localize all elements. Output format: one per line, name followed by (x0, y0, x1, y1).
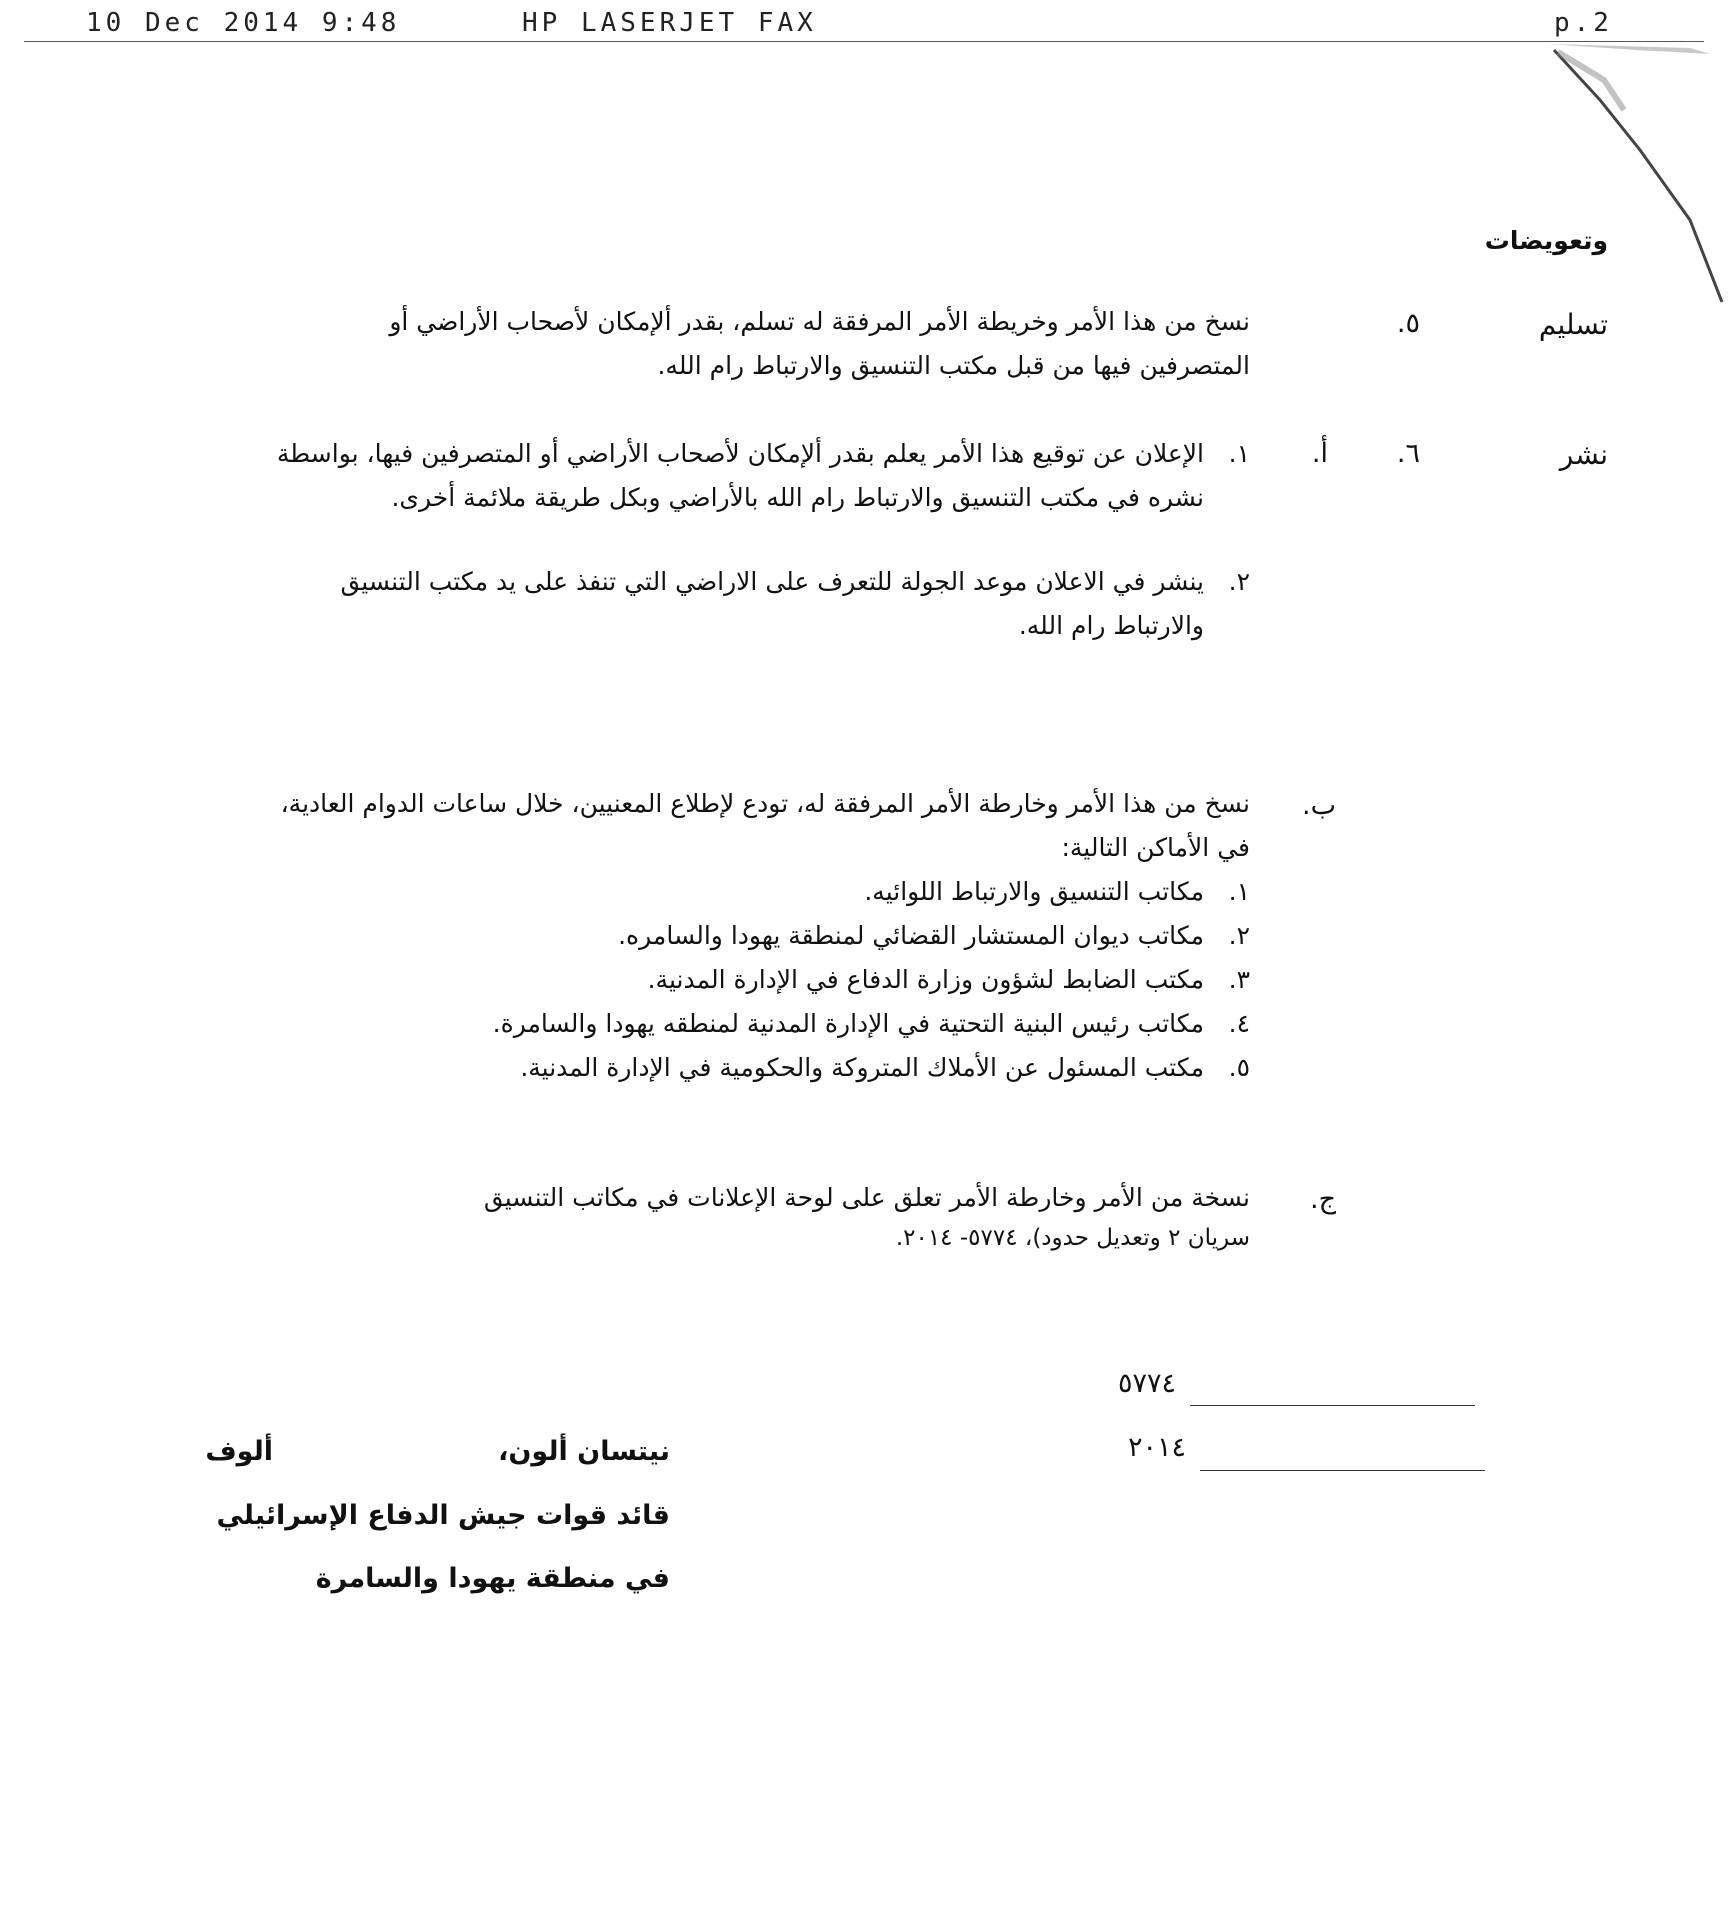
list-item-text: ينشر في الاعلان موعد الجولة للتعرف على الاراضي التي تنفذ على يد مكتب التنسيق والارتباط رام الله. (340, 567, 1204, 640)
signatory-rank: ألوف (205, 1436, 273, 1467)
clause-6b-list (275, 870, 1250, 1090)
hebrew-year: ٥٧٧٤ (1117, 1368, 1176, 1399)
list-item (275, 1046, 1250, 1090)
scan-artifact-mark (1540, 40, 1728, 310)
fax-date-time: 10 Dec 2014 9:48 (86, 8, 401, 38)
list-item (275, 560, 1250, 648)
signatory-title-line2: في منطقة يهودا والسامرة (315, 1563, 670, 1594)
clause-6b-intro: نسخ من هذا الأمر وخارطة الأمر المرفقة له، تودع لإطلاع المعنيين، خلال ساعات الدوام العادية، في الأماكن التالية: (280, 789, 1250, 862)
clause-6b-letter: ب. (1301, 790, 1336, 821)
section-heading: وتعويضات (1484, 226, 1608, 255)
clause-5-number: ٥. (1396, 308, 1420, 339)
hebrew-date-line (1190, 1405, 1475, 1406)
list-item-text: مكتب المسئول عن الأملاك المتروكة والحكومية في الإدارة المدنية. (520, 1053, 1204, 1082)
clause-5-label: تسليم (1538, 308, 1608, 341)
list-item (275, 1002, 1250, 1046)
list-item-text: مكاتب رئيس البنية التحتية في الإدارة المدنية لمنطقه يهودا والسامرة. (492, 1009, 1204, 1038)
fax-header (0, 8, 1728, 44)
list-item-number: ٢. (1228, 921, 1250, 950)
clause-6a-letter: أ. (1311, 438, 1328, 469)
list-item-text: الإعلان عن توقيع هذا الأمر يعلم بقدر ألإمكان لأصحاب الأراضي أو المتصرفين فيها، بواسطة نشره في مكتب التنسيق والارتباط رام الله بالأراضي وبكل طريقة ملائمة أخرى. (276, 439, 1204, 512)
clause-6c-letter: ج. (1309, 1184, 1336, 1215)
clause-6a-list (275, 432, 1250, 648)
clause-6-label: نشر (1559, 438, 1608, 471)
list-item (275, 914, 1250, 958)
list-item-text: مكاتب ديوان المستشار القضائي لمنطقة يهودا والسامره. (618, 921, 1204, 950)
clause-6-number: ٦. (1396, 438, 1420, 469)
fax-header-rule (24, 41, 1704, 42)
fax-page-number: p.2 (1554, 8, 1613, 38)
list-item (275, 432, 1250, 520)
list-item-number: ١. (1228, 877, 1250, 906)
list-item (275, 958, 1250, 1002)
signatory-name: نيتسان ألون، (498, 1436, 670, 1467)
signatory-title-line1: قائد قوات جيش الدفاع الإسرائيلي (216, 1500, 670, 1531)
list-item-number: ٣. (1228, 965, 1250, 994)
fax-device-name: HP LASERJET FAX (522, 8, 817, 38)
list-item-text: مكتب الضابط لشؤون وزارة الدفاع في الإدارة المدنية. (647, 965, 1204, 994)
gregorian-date-line (1200, 1470, 1485, 1471)
list-item-number: ٢. (1228, 567, 1250, 596)
clause-5-text: نسخ من هذا الأمر وخريطة الأمر المرفقة له تسلم، بقدر ألإمكان لأصحاب الأراضي أو المتصرفين فيها من قبل مكتب التنسيق والارتباط رام الله. (389, 307, 1250, 380)
list-item-number: ١. (1228, 439, 1250, 468)
gregorian-year: ٢٠١٤ (1127, 1432, 1186, 1463)
list-item-text: مكاتب التنسيق والارتباط اللوائيه. (864, 877, 1204, 906)
list-item-number: ٤. (1228, 1009, 1250, 1038)
list-item (275, 870, 1250, 914)
list-item-number: ٥. (1228, 1053, 1250, 1082)
clause-6c-text: نسخة من الأمر وخارطة الأمر تعلق على لوحة الإعلانات في مكاتب التنسيق (483, 1183, 1250, 1212)
clause-6c-partial-line: سريان ٢ وتعديل حدود)، ٥٧٧٤- ٢٠١٤. (895, 1225, 1250, 1251)
